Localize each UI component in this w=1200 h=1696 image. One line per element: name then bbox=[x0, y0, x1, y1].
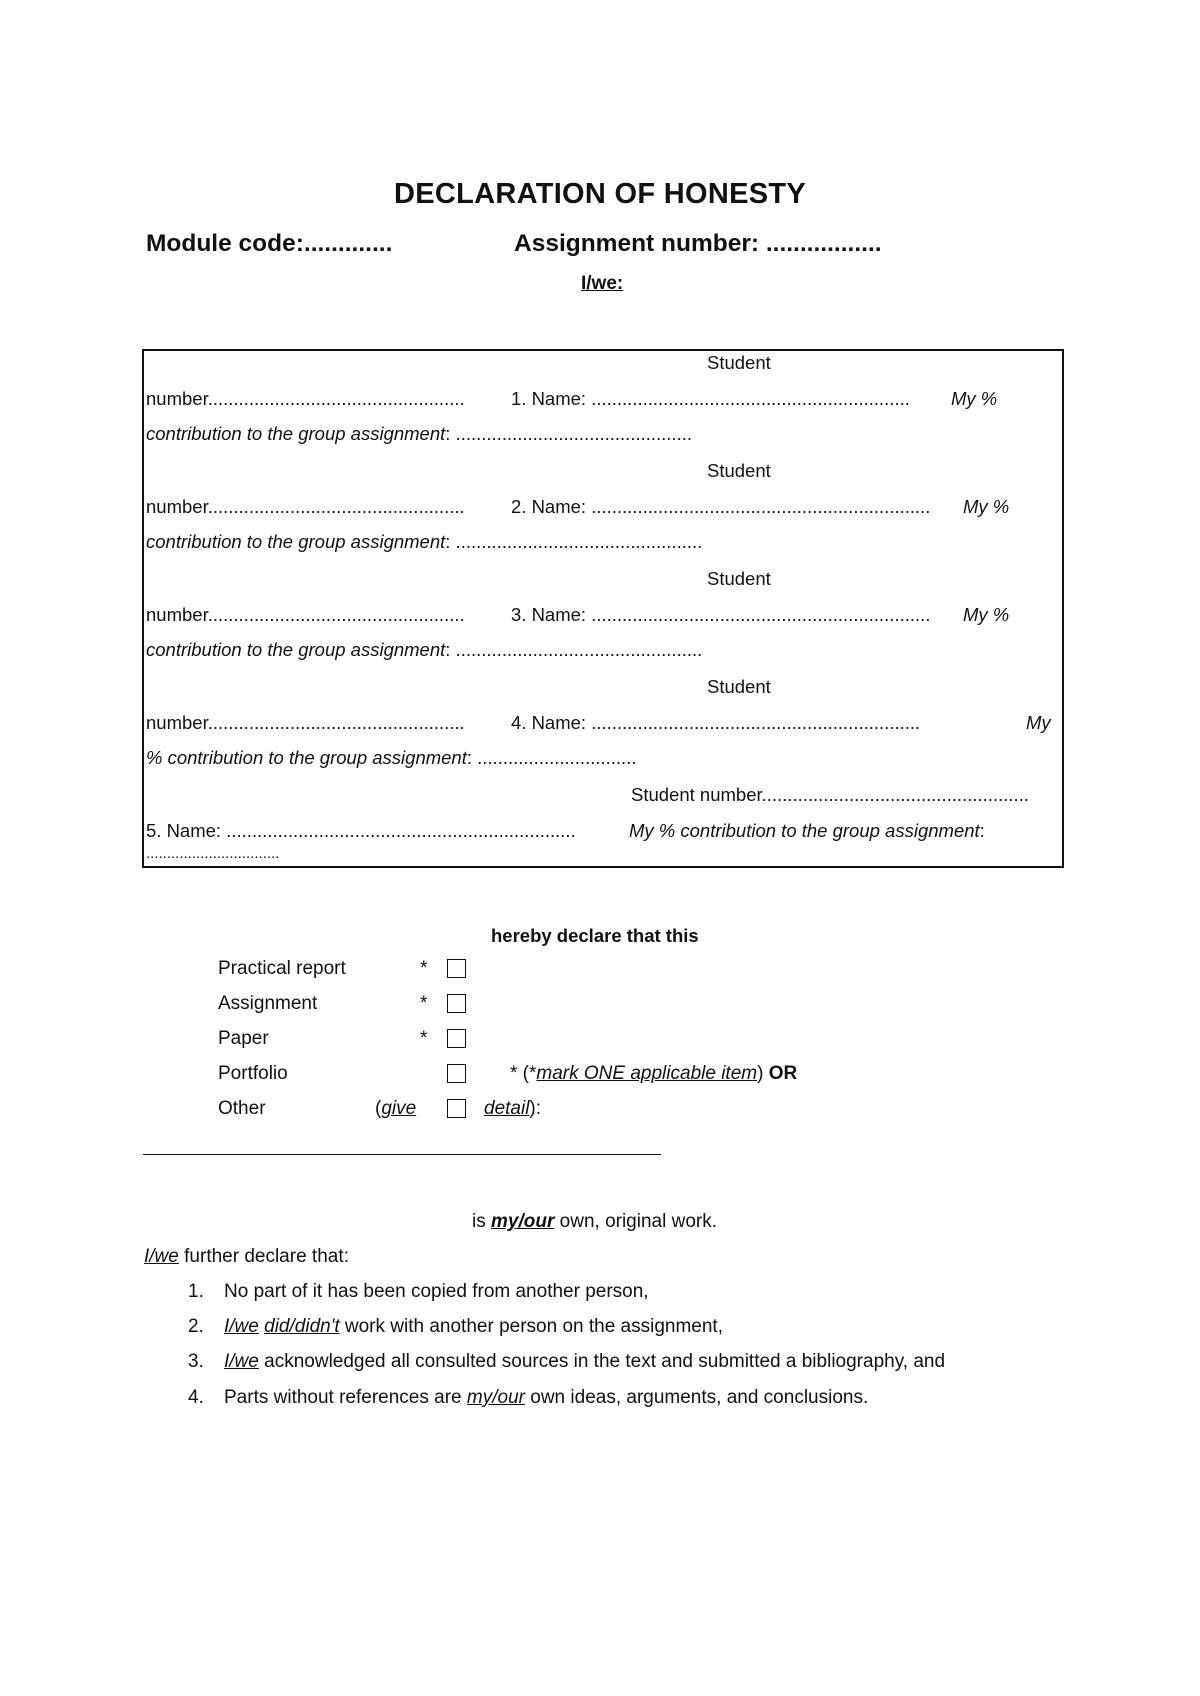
item-label-other: Other bbox=[218, 1098, 266, 1119]
asterisk: * bbox=[420, 1028, 428, 1049]
other-detail-line[interactable] bbox=[143, 1154, 661, 1155]
my-percent-label: My % bbox=[951, 388, 998, 409]
list-item: Parts without references are my/our own ideas, arguments, and conclusions. bbox=[224, 1387, 869, 1408]
assignment-number-field[interactable]: Assignment number: ................. bbox=[514, 230, 882, 257]
item-label-practical-report: Practical report bbox=[218, 958, 346, 979]
module-code-field[interactable]: Module code:............. bbox=[146, 230, 393, 257]
list-item: No part of it has been copied from another person, bbox=[224, 1281, 649, 1302]
item-label-portfolio: Portfolio bbox=[218, 1063, 288, 1084]
page-title: DECLARATION OF HONESTY bbox=[393, 178, 807, 210]
item-label-assignment: Assignment bbox=[218, 993, 318, 1014]
student-number-field[interactable]: number.................................................. bbox=[146, 388, 465, 409]
further-declare: I/we further declare that: bbox=[144, 1246, 349, 1267]
student-name-field[interactable]: 2. Name: .................................................................. bbox=[511, 496, 931, 517]
student-name-field[interactable]: 5. Name: .................................................................... bbox=[146, 820, 576, 841]
student-number-field[interactable]: number.................................................. bbox=[146, 712, 465, 733]
checkbox-paper[interactable] bbox=[447, 1029, 466, 1048]
student-name-field[interactable]: 1. Name: .............................................................. bbox=[511, 388, 910, 409]
list-number: 1. bbox=[188, 1281, 204, 1302]
item-label-paper: Paper bbox=[218, 1028, 269, 1049]
contribution-line[interactable]: % contribution to the group assignment: ............................... bbox=[146, 747, 637, 768]
my-percent-label: My bbox=[1026, 712, 1051, 733]
list-item: I/we acknowledged all consulted sources in the text and submitted a bibliography, and bbox=[224, 1351, 946, 1372]
checkbox-portfolio[interactable] bbox=[447, 1064, 466, 1083]
student-number-field[interactable]: number.................................................. bbox=[146, 604, 465, 625]
list-number: 3. bbox=[188, 1351, 204, 1372]
asterisk: * bbox=[420, 958, 428, 979]
student-number-field[interactable]: Student number.................................................... bbox=[631, 784, 1029, 805]
list-item: I/we did/didn't work with another person on the assignment, bbox=[224, 1316, 723, 1337]
student-name-field[interactable]: 4. Name: ................................................................ bbox=[511, 712, 921, 733]
student-label: Student bbox=[707, 568, 771, 589]
iwe-label: I/we: bbox=[581, 273, 624, 294]
give-detail-close: detail): bbox=[484, 1098, 542, 1119]
list-number: 2. bbox=[188, 1316, 204, 1337]
my-percent-label: My % bbox=[963, 496, 1010, 517]
contribution-line: My % contribution to the group assignment: bbox=[629, 820, 985, 841]
student-box bbox=[142, 349, 1064, 868]
student-label: Student bbox=[707, 460, 771, 481]
asterisk: * bbox=[420, 993, 428, 1014]
contribution-line[interactable]: contribution to the group assignment: .............................................. bbox=[146, 423, 692, 444]
student-number-field[interactable]: number.................................................. bbox=[146, 496, 465, 517]
mark-one-note: * (*mark ONE applicable item) OR bbox=[510, 1063, 798, 1084]
contribution-line[interactable]: contribution to the group assignment: ................................................ bbox=[146, 531, 703, 552]
student-name-field[interactable]: 3. Name: .................................................................. bbox=[511, 604, 931, 625]
contribution-line[interactable]: contribution to the group assignment: ................................................ bbox=[146, 639, 703, 660]
my-percent-label: My % bbox=[963, 604, 1010, 625]
checkbox-other[interactable] bbox=[447, 1099, 466, 1118]
contribution-dots-field[interactable]: ................................ bbox=[146, 845, 280, 862]
list-number: 4. bbox=[188, 1387, 204, 1408]
own-work-statement: is my/our own, original work. bbox=[472, 1211, 717, 1232]
student-label: Student bbox=[707, 676, 771, 697]
declare-heading: hereby declare that this bbox=[491, 925, 699, 946]
student-label: Student bbox=[707, 352, 771, 373]
give-detail-open: (give bbox=[375, 1098, 417, 1119]
checkbox-practical-report[interactable] bbox=[447, 959, 466, 978]
checkbox-assignment[interactable] bbox=[447, 994, 466, 1013]
